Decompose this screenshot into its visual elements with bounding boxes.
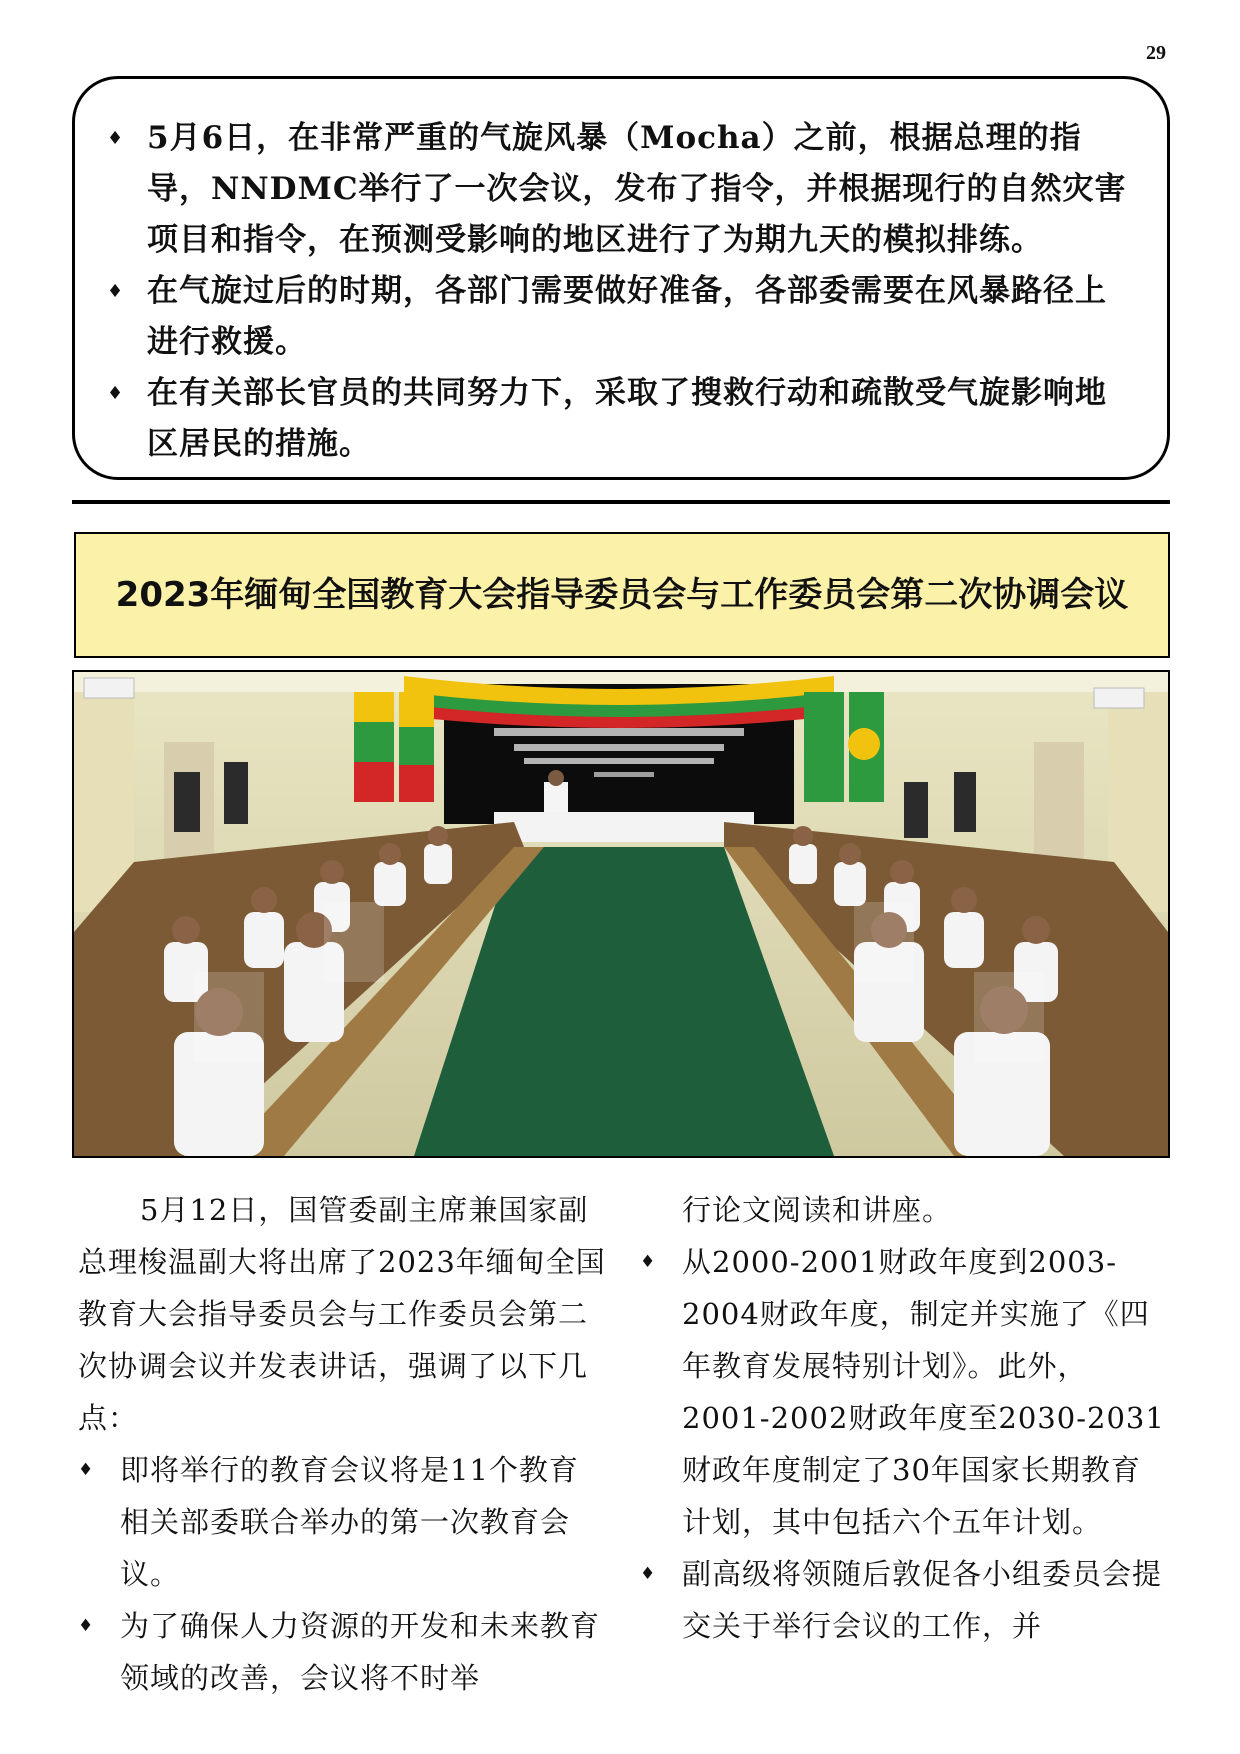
diamond-bullet-icon: ♦	[107, 281, 125, 302]
left-bullet-list	[78, 1444, 608, 1704]
section-divider	[72, 500, 1170, 504]
meeting-photo	[72, 670, 1170, 1158]
diamond-bullet-icon: ♦	[78, 1460, 95, 1480]
diamond-bullet-icon: ♦	[107, 128, 125, 149]
diamond-bullet-icon: ♦	[640, 1252, 657, 1272]
continued-text: 行论文阅读和讲座。	[682, 1193, 953, 1227]
article-intro: 5月12日，国管委副主席兼国家副总理梭温副大将出席了2023年缅甸全国教育大会指导委员会与工作委员会第二次协调会议并发表讲话，强调了以下几点：	[78, 1193, 606, 1435]
list-item: ♦ 从2000-2001财政年度到2003-2004财政年度，制定并实施了《四年教育发展特别计划》。此外，2001-2002财政年度至2030-2031财政年度制定了30年国家长期教育计划，其中包括六个五年计划。	[640, 1236, 1170, 1548]
article-column-left	[78, 1184, 608, 1704]
meeting-photo-illustration	[74, 672, 1168, 1156]
page-number: 29	[1146, 42, 1166, 64]
list-item: ♦ 为了确保人力资源的开发和未来教育领域的改善，会议将不时举	[78, 1600, 608, 1704]
right-bullet-list	[640, 1236, 1170, 1652]
notice-item: ♦ 5月6日，在非常严重的气旋风暴（Mocha）之前，根据总理的指导，NNDMC举行了一次会议，发布了指令，并根据现行的自然灾害项目和指令，在预测受影响的地区进行了为期九天的模拟排练。	[101, 113, 1127, 266]
notice-item: ♦ 在有关部长官员的共同努力下，采取了搜救行动和疏散受气旋影响地区居民的措施。	[101, 368, 1127, 470]
article-title-box	[74, 532, 1170, 658]
notice-list	[101, 113, 1127, 470]
notice-box	[72, 76, 1170, 480]
diamond-bullet-icon: ♦	[78, 1616, 95, 1636]
list-item: ♦ 即将举行的教育会议将是11个教育相关部委联合举办的第一次教育会议。	[78, 1444, 608, 1600]
list-item: ♦ 副高级将领随后敦促各小组委员会提交关于举行会议的工作，并	[640, 1548, 1170, 1652]
notice-item: ♦ 在气旋过后的时期，各部门需要做好准备，各部委需要在风暴路径上进行救援。	[101, 266, 1127, 368]
article-column-right	[640, 1184, 1170, 1652]
diamond-bullet-icon: ♦	[640, 1564, 657, 1584]
article-title: 2023年缅甸全国教育大会指导委员会与工作委员会第二次协调会议	[115, 575, 1129, 615]
diamond-bullet-icon: ♦	[107, 383, 125, 404]
